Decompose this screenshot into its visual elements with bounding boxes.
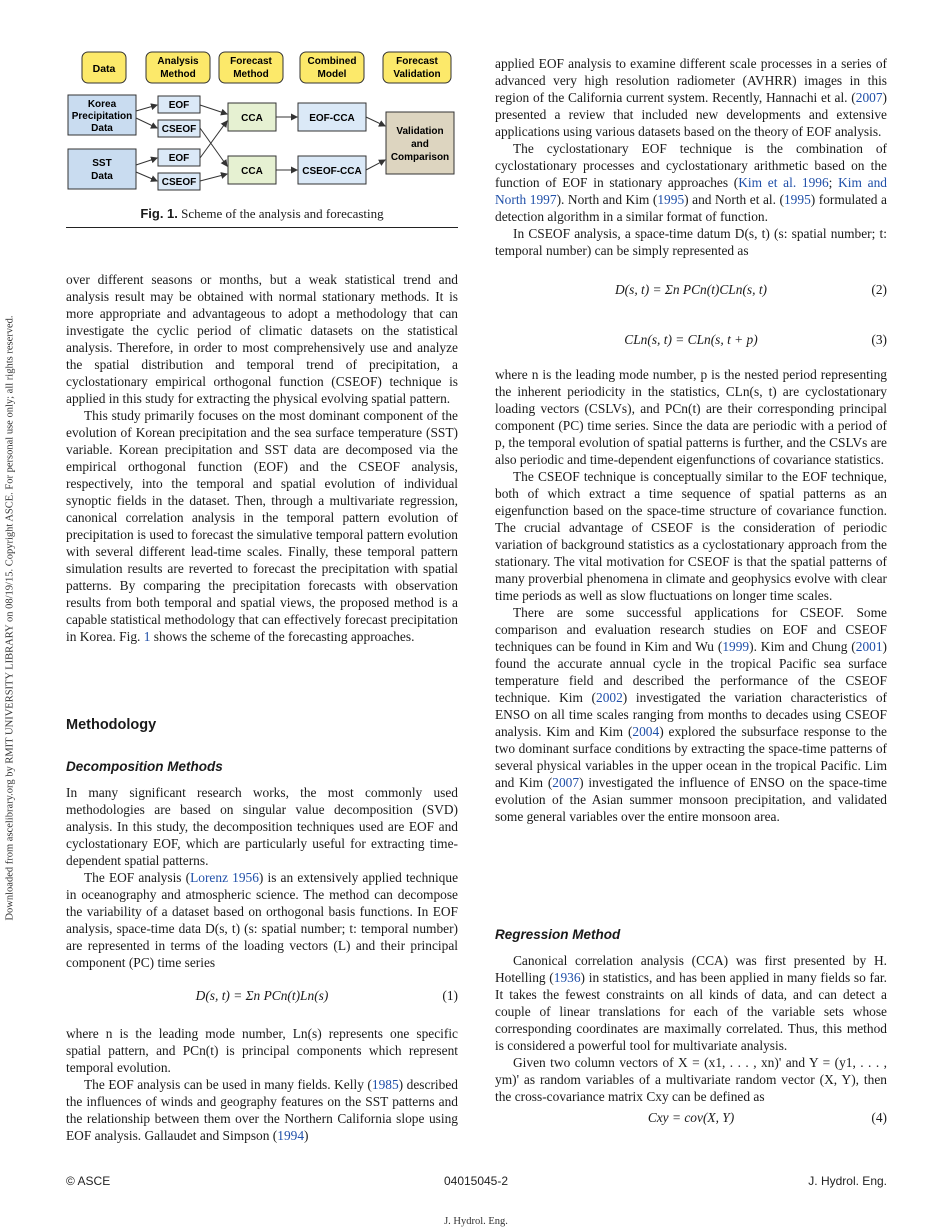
node-cseof-1 — [158, 120, 200, 137]
node-eof-1 — [158, 96, 200, 113]
node-sst-data — [68, 149, 136, 189]
right-column — [495, 55, 887, 825]
kim-chung-2001-link[interactable]: 2001 — [855, 639, 883, 654]
equation-3-number: (3) — [871, 332, 887, 347]
svg-text:CCA: CCA — [241, 166, 263, 177]
footer-journal: J. Hydrol. Eng. — [808, 1174, 887, 1188]
equation-3 — [495, 331, 887, 348]
kim-north-1997-link[interactable]: Kim and North 1997 — [495, 175, 887, 207]
right-paragraph-2: The cyclostationary EOF technique is the combination of cyclostationary processes and cyclostationary arithmetic based on the function of EOF in stationary approaches (Kim et al. 1996; Kim and North 1997). North and Kim (1995) and North et al. (1995) formulated a detection algorithm in a similar format of function. — [495, 141, 887, 224]
stage-header-analysis-method — [146, 52, 210, 83]
north-1995-link[interactable]: 1995 — [783, 192, 811, 207]
svg-text:CCA: CCA — [241, 113, 263, 124]
figure-1-diagram — [60, 48, 464, 204]
svg-text:Data: Data — [91, 123, 113, 134]
svg-text:EOF: EOF — [168, 100, 190, 111]
regression-section — [495, 926, 887, 943]
equation-1-number: (1) — [442, 988, 458, 1003]
left-paragraph-6: The EOF analysis can be used in many fields. Kelly (1985) described the influences of winds and geography features on the SST patterns and the relationship between them over the Northern California slope using EOF analysis. Gallaudet and Simpson (1994) — [66, 1077, 458, 1143]
right-paragraph-1: applied EOF analysis to examine different scale processes in a series of advanced very high resolution radiometer (AVHRR) images in this region of the California current system. Recently, Hannachi et al. (2007) presented a review that included new developments and extensive applications using various datasets based on the theory of EOF analysis. — [495, 56, 887, 139]
right-paragraph-8: Given two column vectors of X = (x1, . . . , xn)' and Y = (y1, . . . , ym)' as random variables of a multivariate random vector (X, Y), then the cross-covariance matrix Cxy can be defined as — [495, 1055, 887, 1104]
figure-rule — [66, 227, 458, 228]
node-cseof-2 — [158, 173, 200, 190]
figure-caption-text: Scheme of the analysis and forecasting — [177, 206, 384, 221]
figure-caption — [66, 206, 458, 222]
svg-text:CSEOF-CCA: CSEOF-CCA — [302, 166, 362, 177]
hotelling-1936-link[interactable]: 1936 — [553, 970, 581, 985]
node-cca-2 — [228, 156, 276, 184]
footer-copyright: © ASCE — [66, 1174, 111, 1188]
node-korea-precipitation — [68, 95, 136, 135]
svg-text:EOF-CCA: EOF-CCA — [309, 113, 355, 124]
right-column-lower — [495, 952, 887, 1126]
decomposition-section — [66, 758, 458, 775]
left-paragraph-3: In many significant research works, the most commonly used methodologies are based on singular value decomposition (SVD) analysis. In this study, the decomposition techniques used are EOF and cyclostationary EOF, which are particularly useful for extracting time-dependent spatial patterns. — [66, 785, 458, 868]
svg-text:EOF: EOF — [168, 153, 190, 164]
right-paragraph-6: There are some successful applications for CSEOF. Some comparison and evaluation research studies on EOF and CSEOF techniques can be found in Kim and Wu (1999). Kim and Chung (2001) found the accurate annual cycle in the tropical Pacific sea surface temperature field and described the performance of the CSEOF technique. Kim (2002) investigated the variation characteristics of ENSO on all time scales ranging from months to decades using CSEOF analysis. Kim and Kim (2004) explored the subsurface response to the two dominant surface conditions by extracting the space-time patterns of several physical variables in the upper ocean in the tropical Pacific. Lim and Kim (2007) investigated the influence of ENSO on the space-time evolution of the Asian summer monsoon precipitation, and validated some general variables over the entire monsoon area. — [495, 605, 887, 824]
right-paragraph-7: Canonical correlation analysis (CCA) was first presented by H. Hotelling (1936) in statistics, and has been applied in many fields so far. It takes the fewest constraints on all kinds of data, and can detect a couple of linear translations for each of the variable sets whose corresponding coordinates are maximally correlated. Thus, this method is considered a powerful tool for multivariate analysis. — [495, 953, 887, 1053]
right-paragraph-4: where n is the leading mode number, p is the nested period representing the inherent periodicity in the statistics, CLn(s, t) are cyclostationary loading vectors (CSLVs), and PCn(t) are their corresponding principal component (PC) time series. Since the data are periodic with a period of p, the temporal evolution of spatial patterns is further, and the CSLVs are also periodic and time-dependent eigenfunctions of covariance statistics. — [495, 367, 887, 467]
svg-text:Method: Method — [160, 69, 196, 80]
left-column-lower — [66, 784, 458, 1144]
equation-2 — [495, 281, 887, 301]
methodology-section — [66, 717, 458, 734]
svg-text:Validation: Validation — [396, 126, 444, 137]
node-cseof-cca — [298, 156, 366, 184]
fig-1-link[interactable]: 1 — [143, 629, 151, 644]
svg-text:and: and — [411, 139, 429, 150]
kim-1996-link[interactable]: Kim et al. 1996 — [738, 175, 829, 190]
svg-text:Data: Data — [91, 171, 113, 182]
svg-text:Method: Method — [233, 69, 269, 80]
node-cca-1 — [228, 103, 276, 131]
kim-kim-2004-link[interactable]: 2004 — [632, 724, 660, 739]
kelly-1985-link[interactable]: 1985 — [371, 1077, 399, 1092]
left-paragraph-1: over different seasons or months, but a weak statistical trend and analysis result may be obtained with normal stationary methods. It is more appropriate and advantageous to adopt a methodology that can investigate the cyclic period of climatic datasets on the statistical analysis. Therefore, in order to most comprehensively use and analyze the spatial distribution and temporal trend of precipitation, a cyclostationary empirical orthogonal function (CSEOF) technique is applied in this study for extracting the physical evolving spatial pattern. — [66, 272, 458, 406]
heading-methodology: Methodology — [66, 717, 157, 733]
svg-text:Precipitation: Precipitation — [71, 111, 133, 122]
node-eof-2 — [158, 149, 200, 166]
heading-regression-method: Regression Method — [495, 927, 621, 942]
download-notice — [3, 255, 17, 980]
north-kim-1995-link[interactable]: 1995 — [657, 192, 685, 207]
svg-text:Analysis: Analysis — [157, 56, 199, 67]
stage-header-data — [82, 52, 126, 83]
svg-text:CSEOF: CSEOF — [161, 124, 197, 135]
footer-bottom-journal: J. Hydrol. Eng. — [444, 1216, 508, 1227]
equation-3-expr: CLn(s, t) = CLn(s, t + p) — [624, 332, 758, 347]
stage-header-forecast-method — [219, 52, 283, 83]
equation-4-number: (4) — [871, 1110, 887, 1125]
hannachi-2007-link[interactable]: 2007 — [855, 90, 883, 105]
svg-text:Model: Model — [317, 69, 347, 80]
left-column — [66, 271, 458, 645]
stage-header-forecast-validation — [383, 52, 451, 83]
svg-text:Forecast: Forecast — [396, 56, 438, 67]
figure-caption-label: Fig. 1. — [140, 206, 178, 221]
equation-4 — [495, 1109, 887, 1126]
gallaudet-1994-link[interactable]: 1994 — [277, 1128, 305, 1143]
heading-decomposition-methods: Decomposition Methods — [66, 759, 223, 774]
right-paragraph-5: The CSEOF technique is conceptually similar to the EOF technique, both of which extract a time sequence of spatial patterns as an eigenfunction based on the space-time structure of covariance function. The crucial advantage of CSEOF is the consideration of periodic variation of background statistics as a cyclostationary approach from the stationary. The vital motivation for CSEOF is that the spatial patterns of many proverbial phenomena in climate and geophysics evolve with clear time periods as well as slow fluctuations on longer time scales. — [495, 469, 887, 603]
svg-text:Comparison: Comparison — [390, 152, 450, 163]
right-paragraph-3: In CSEOF analysis, a space-time datum D(s, t) (s: spatial number; t: temporal number) can be simply represented as — [495, 226, 887, 258]
svg-text:SST: SST — [92, 158, 112, 169]
svg-text:Forecast: Forecast — [230, 56, 272, 67]
kim-2002-link[interactable]: 2002 — [596, 690, 623, 705]
download-notice-text: Downloaded from ascelibrary.org by RMIT UNIVERSITY LIBRARY on 08/19/15. Copyright ASCE. For personal use only; all rights reserved. — [4, 314, 16, 921]
left-paragraph-4: The EOF analysis (Lorenz 1956) is an extensively applied technique in oceanography and atmospheric science. The method can decompose the variability of a dataset based on orthogonal basis functions. In EOF analysis, space-time data D(s, t) (s: spatial number; t: temporal number) are represented in terms of the loading vectors (L) and their principal component (PC) time series — [66, 870, 459, 970]
svg-text:Korea: Korea — [87, 99, 117, 110]
equation-1 — [66, 987, 458, 1007]
svg-text:Combined: Combined — [307, 56, 357, 67]
footer-page-number: 04015045-2 — [443, 1174, 509, 1188]
equation-4-expr: Cxy = cov(X, Y) — [647, 1110, 735, 1125]
left-paragraph-2: This study primarily focuses on the most dominant component of the evolution of Korean precipitation and the sea surface temperature (SST) variable. Korean precipitation and SST data are decomposed via the empirical orthogonal function (EOF) and the CSEOF analysis, respectively, into the temporal and spatial evolution of individual synoptic fields in the dataset. Then, through a multivariate regression, canonical correlation analysis in the temporal pattern evolution of precipitation is used to forecast the simulative temporal pattern evolution with several different lead-time scales. Finally, these temporal pattern simulation results are reverted to forecast the precipitation with spatial patterns. By comparing the precipitation forecasts with observation results from both temporal and spatial views, the proposed method is a capable statistical methodology that can effectively forecast precipitation in Korea. Fig. 1 shows the scheme of the forecasting approaches. — [66, 408, 458, 644]
kim-wu-1999-link[interactable]: 1999 — [722, 639, 750, 654]
equation-2-expr: D(s, t) = Σn PCn(t)CLn(s, t) — [614, 282, 767, 297]
lim-kim-2007-link[interactable]: 2007 — [552, 775, 580, 790]
lorenz-1956-link[interactable]: Lorenz 1956 — [190, 870, 259, 885]
svg-text:Validation: Validation — [393, 69, 441, 80]
node-validation — [386, 112, 454, 174]
stage-header-combined-model — [300, 52, 364, 83]
left-paragraph-5: where n is the leading mode number, Ln(s) represents one specific spatial pattern, and PCn(t) is principal components which represent temporal evolution. — [66, 1026, 458, 1075]
svg-text:CSEOF: CSEOF — [161, 177, 197, 188]
node-eof-cca — [298, 103, 366, 131]
equation-2-number: (2) — [871, 282, 887, 297]
svg-text:Data: Data — [92, 63, 116, 75]
equation-1-expr: D(s, t) = Σn PCn(t)Ln(s) — [195, 988, 329, 1003]
